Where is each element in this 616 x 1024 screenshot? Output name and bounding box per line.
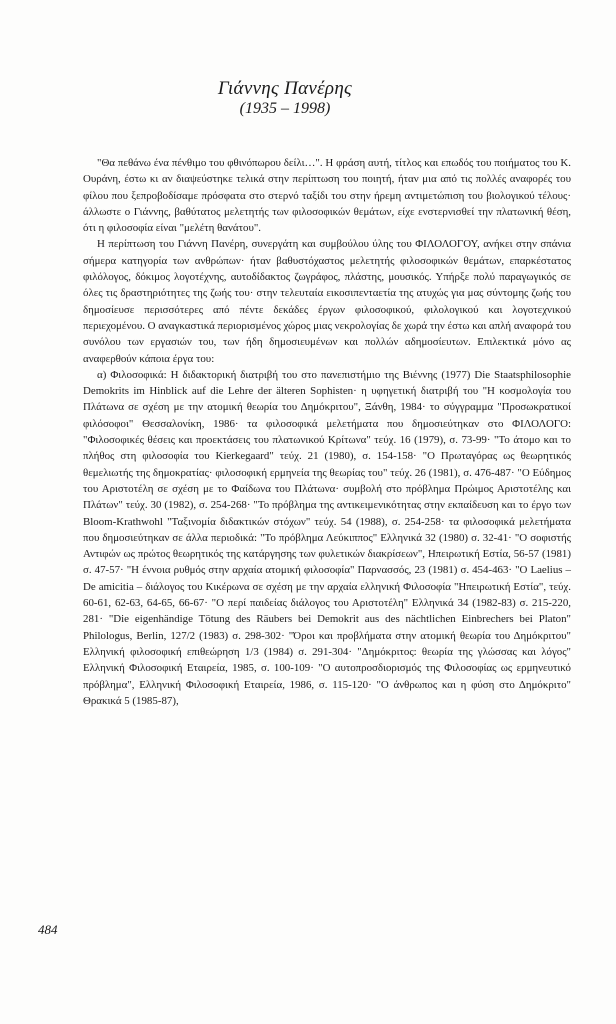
page-number: 484 — [38, 922, 58, 937]
paragraph: "Θα πεθάνω ένα πένθιμο του φθινόπωρου δείλι…". Η φράση αυτή, τίτλος και επωδός του ποιήματος του Κ. Ουράνη, έστω κι αν διαψεύστηκε τελικά στην περίπτωση του ποιητή, ήταν μια από τις πολλές αναφορές του φίλου που ξεπροβοδίσαμε πρόσφατα στο στερνό ταξίδι του στην ήρεμη αντιμετώπιση του βιολογικού τέλους· άλλωστε ο Γιάννης, βαθύτατος μελετητής των φιλοσοφικών θεμάτων, είχε ενστερνισθεί την πλατωνική θέση, ότι η φιλοσοφία είναι "μελέτη θανάτου". — [83, 157, 571, 235]
article-dates: (1935 – 1998) — [239, 100, 331, 117]
paragraph: Η περίπτωση του Γιάννη Πανέρη, συνεργάτη και συμβούλου ύλης του ΦΙΛΟΛΟΓΟΥ, ανήκει στην σπάνια σήμερα κατηγορία των ανθρώπων· ήταν βαθυστόχαστος μελετητής φιλοσοφικών θεμάτων, επαρκέστατος φιλόλογος, δόκιμος λογοτέχνης, αυτοδίδακτος ζωγράφος, πλάστης, μουσικός. Υπήρξε πολύ παραγωγικός σε όλες τις δραστηριότητες της ζωής του· στην τελευταία εικοσιπενταετία της ατυχώς για μας σύντομης ζωής του δημοσίευσε περισσότερες από πέντε δεκάδες έργων φιλοσοφικού, φιλολογικού και λογοτεχνικού περιεχομένου. Ο αναγκαστικά περιορισμένος χώρος μιας νεκρολογίας δε χωρά την έστω και απλή αναφορά του συνόλου των εργασιών του, των ήδη δημοσιευμένων και πολλών αδημοσίευτων. Επιλεκτικά μόνο ας αναφερθούν κάποια έργα του: — [83, 238, 571, 365]
article-title: Γιάννης Πανέρης — [217, 78, 353, 99]
article-body — [83, 155, 571, 709]
paragraph: α) Φιλοσοφικά: Η διδακτορική διατριβή του στο πανεπιστήμιο της Βιέννης (1977) Die Staatsphilosophie Demokrits im Hinblick auf die Lehre der älteren Sophisten· η υφηγετική διατριβή του "Η κοσμολογία του Πλάτωνα σε σχέση με την ατομική θεωρία του Δημόκριτου", Ξάνθη, 1984· το σύγγραμμα "Προσωκρατικοί φιλόσοφοι" Θεσσαλονίκη, 1986· τα φιλοσοφικά μελετήματα που δημοσιεύτηκαν στο ΦΙΛΟΛΟΓΟ: "Φιλοσοφικές θέσεις και προεκτάσεις του πλατωνικού Κρίτωνα" τεύχ. 16 (1979), σ. 73-99· "Το άτομο και το πλήθος στη φιλοσοφία του Kierkegaard" τεύχ. 21 (1980), σ. 154-158· "Ο Πρωταγόρας ως θεωρητικός θεμελιωτής της δημοκρατίας· φιλοσοφική ερμηνεία της θεωρίας του" τεύχ. 26 (1981), σ. 476-487· "Ο Εύδημος του Αριστοτέλη σε σχέση με το Φαίδωνα του Πλάτωνα· συμβολή στο πρόβλημα Πρώιμος Αριστοτέλης και Πλάτων" τεύχ. 30 (1982), σ. 254-268· "Το πρόβλημα της αντικειμενικότητας στην εκπαίδευση και το έργο των Bloom-Krathwohl "Ταξινομία διδακτικών στόχων" τεύχ. 54 (1988), σ. 254-258· τα φιλοσοφικά μελετήματα που δημοσιεύτηκαν σε άλλα περιοδικά: "Το πρόβλημα Λεύκιππος" Ελληνικά 32 (1980) σ. 32-41· "Ο σοφιστής Αντιφών ως πρώτος θεωρητικός της κατάργησης των φυλετικών διακρίσεων", Ηπειρωτική Εστία, 56-57 (1981) σ. 47-57· "Η έννοια ρυθμός στην αρχαία ατομική φιλοσοφία" Παρνασσός, 23 (1981) σ. 454-463· "Ο Laelius – De amicitia – διάλογος του Κικέρωνα σε σχέση με την αρχαία ελληνική Φιλοσοφία "Ηπειρωτική Εστία", τεύχ. 60-61, 62-63, 64-65, 66-67· "Ο περί παιδείας διάλογος του Αριστοτέλη" Ελληνικά 34 (1982-83) σ. 215-220, 281· "Die eigenhändige Tötung des Räubers bei Demokrit aus des nächtlichen Einbrechers bei Platon" Philologus, Berlin, 127/2 (1983) σ. 298-302· "Όροι και προβλήματα στην ατομική θεωρία του Δημόκριτου" Ελληνική φιλοσοφική επιθεώρηση 1/3 (1984) σ. 291-304· "Δημόκριτος: θεωρία της γλώσσας και λόγος" Ελληνική Φιλοσοφική Εταιρεία, 1985, σ. 100-109· "Ο αυτοπροσδιορισμός της Φιλοσοφίας ως ερμηνευτικό πρόβλημα", Ελληνική Φιλοσοφική Εταιρεία, 1986, σ. 115-120· "Ο άνθρωπος και η φύση στο Δημόκριτο" Θρακικά 5 (1985-87), — [83, 368, 571, 707]
